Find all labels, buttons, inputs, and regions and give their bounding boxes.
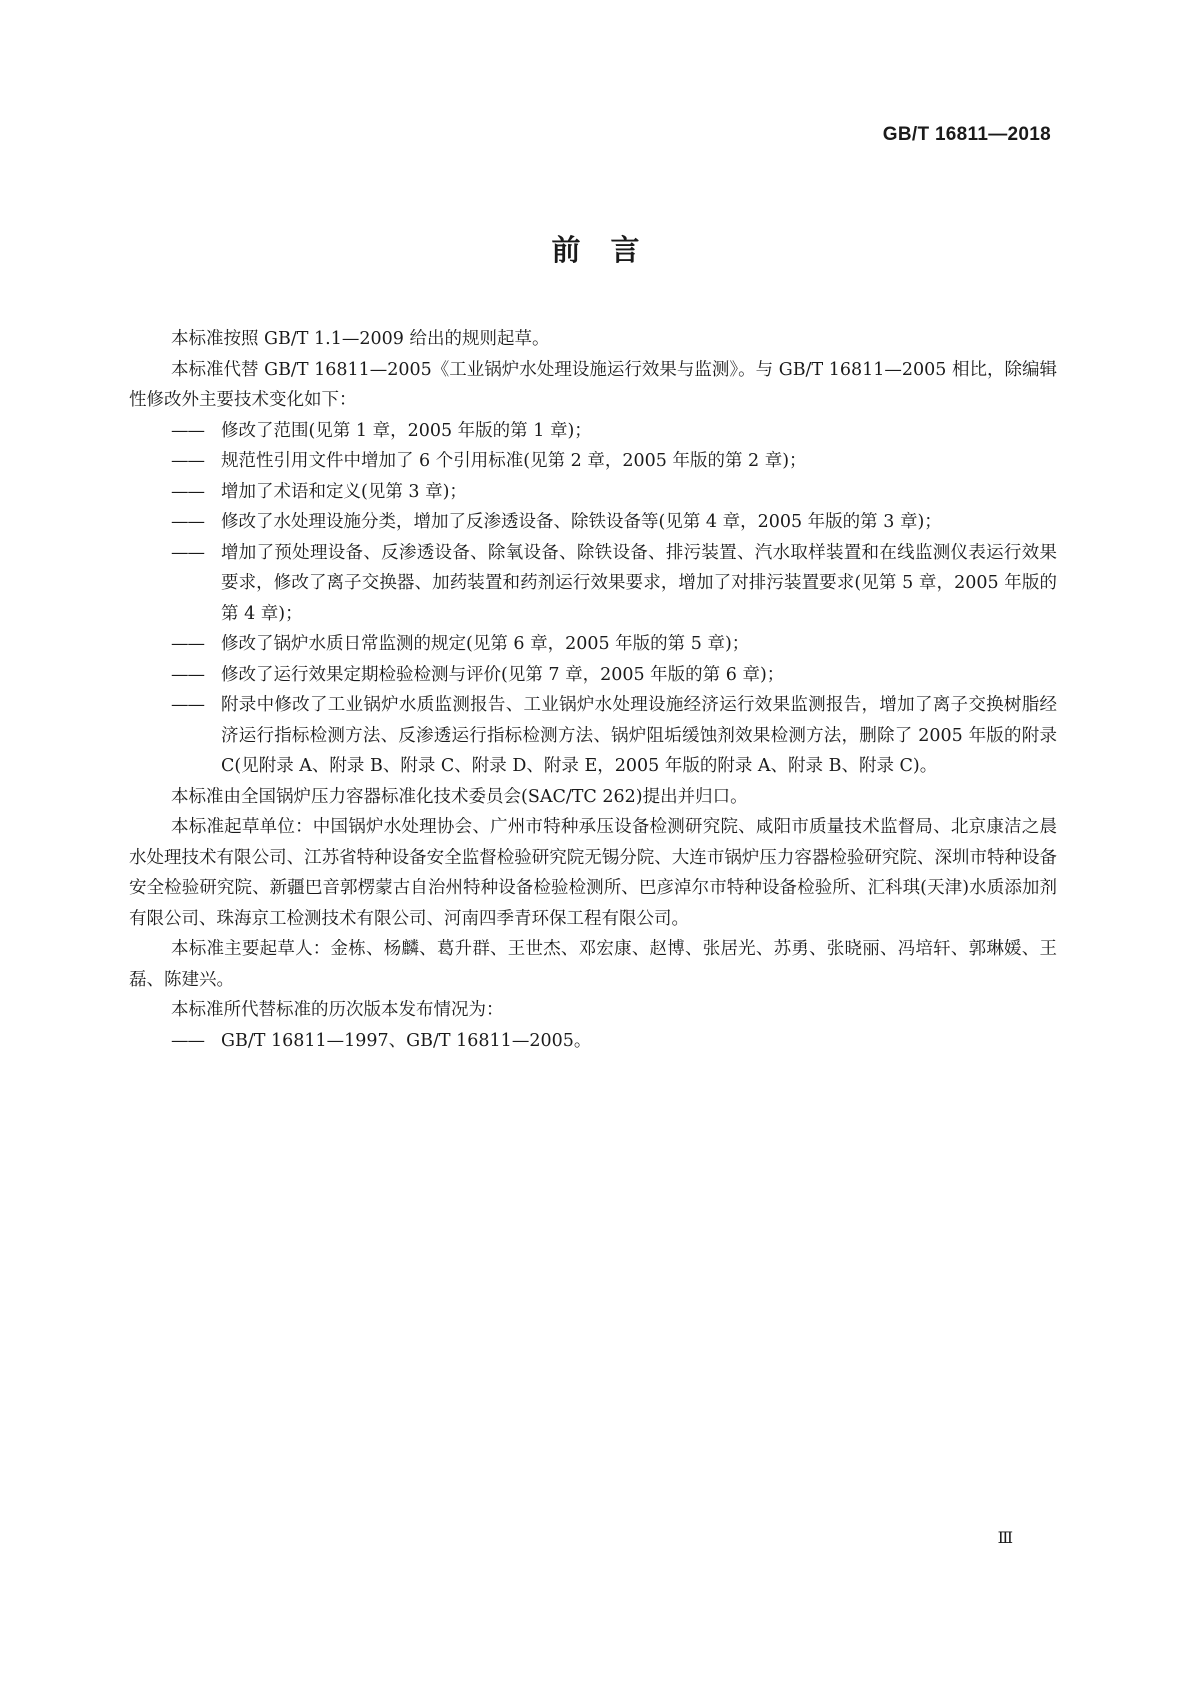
page-number: Ⅲ — [997, 1528, 1013, 1547]
change-item — [129, 538, 1057, 630]
document-body — [129, 324, 1057, 1056]
change-item — [129, 477, 1057, 508]
change-item-text: 修改了运行效果定期检验检测与评价(见第 7 章，2005 年版的第 6 章)； — [221, 664, 785, 685]
drafters-paragraph: 本标准主要起草人：金栋、杨麟、葛升群、王世杰、邓宏康、赵博、张居光、苏勇、张晓丽、冯培轩、郭琳媛、王磊、陈建兴。 — [129, 939, 1057, 990]
dash-marker: —— — [171, 451, 204, 471]
change-item — [129, 416, 1057, 447]
dash-marker: —— — [171, 695, 204, 715]
standard-number: GB/T 16811—2018 — [882, 124, 1051, 145]
change-item-text: 增加了预处理设备、反渗透设备、除氧设备、除铁设备、排污装置、汽水取样装置和在线监测仪表运行效果要求，修改了离子交换器、加药装置和药剂运行效果要求，增加了对排污装置要求(见第 5 章，2005 年版的第 4 章)； — [221, 542, 1057, 624]
change-item — [129, 507, 1057, 538]
dash-marker: —— — [171, 1030, 204, 1051]
change-list — [129, 416, 1057, 782]
replacement-paragraph: 本标准代替 GB/T 16811—2005《工业锅炉水处理设施运行效果与监测》。与 GB/T 16811—2005 相比，除编辑性修改外主要技术变化如下： — [129, 359, 1057, 410]
change-item-text: 修改了锅炉水质日常监测的规定(见第 6 章，2005 年版的第 5 章)； — [221, 634, 750, 654]
dash-marker: —— — [171, 542, 204, 563]
page-title: 前言 — [551, 233, 670, 267]
dash-marker: —— — [171, 481, 204, 502]
proposal-paragraph: 本标准由全国锅炉压力容器标准化技术委员会(SAC/TC 262)提出并归口。 — [171, 786, 748, 807]
change-item — [129, 660, 1057, 691]
dash-marker: —— — [171, 634, 204, 654]
dash-marker: —— — [171, 420, 204, 441]
change-item — [129, 690, 1057, 782]
change-item-text: 修改了范围(见第 1 章，2005 年版的第 1 章)； — [221, 420, 592, 441]
history-intro: 本标准所代替标准的历次版本发布情况为： — [171, 1000, 504, 1020]
change-item-text: 修改了水处理设施分类，增加了反渗透设备、除铁设备等(见第 4 章，2005 年版的第 3 章)； — [221, 512, 942, 532]
change-item — [129, 629, 1057, 660]
drafting-rule-paragraph: 本标准按照 GB/T 1.1—2009 给出的规则起草。 — [171, 329, 550, 349]
dash-marker: —— — [171, 512, 204, 532]
change-item-text: 增加了术语和定义(见第 3 章)； — [221, 481, 467, 502]
drafting-units-paragraph: 本标准起草单位：中国锅炉水处理协会、广州市特种承压设备检测研究院、咸阳市质量技术监督局、北京康洁之晨水处理技术有限公司、江苏省特种设备安全监督检验研究院无锡分院、大连市锅炉压力容器检验研究院、深圳市特种设备安全检验研究院、新疆巴音郭楞蒙古自治州特种设备检验检测所、巴彦淖尔市特种设备检验所、汇科琪(天津)水质添加剂有限公司、珠海京工检测技术有限公司、河南四季青环保工程有限公司。 — [129, 817, 1057, 929]
history-versions: GB/T 16811—1997、GB/T 16811—2005。 — [221, 1030, 592, 1051]
history-item — [129, 1026, 1057, 1057]
change-item-text: 附录中修改了工业锅炉水质监测报告、工业锅炉水处理设施经济运行效果监测报告，增加了离子交换树脂经济运行指标检测方法、反渗透运行指标检测方法、锅炉阻垢缓蚀剂效果检测方法，删除了 2005 年版的附录 C(见附录 A、附录 B、附录 C、附录 D、附录 E，2005 年版的附录 A、附录 B、附录 C)。 — [221, 695, 1057, 776]
dash-marker: —— — [171, 664, 204, 685]
change-item-text: 规范性引用文件中增加了 6 个引用标准(见第 2 章，2005 年版的第 2 章)； — [221, 451, 807, 471]
change-item — [129, 446, 1057, 477]
